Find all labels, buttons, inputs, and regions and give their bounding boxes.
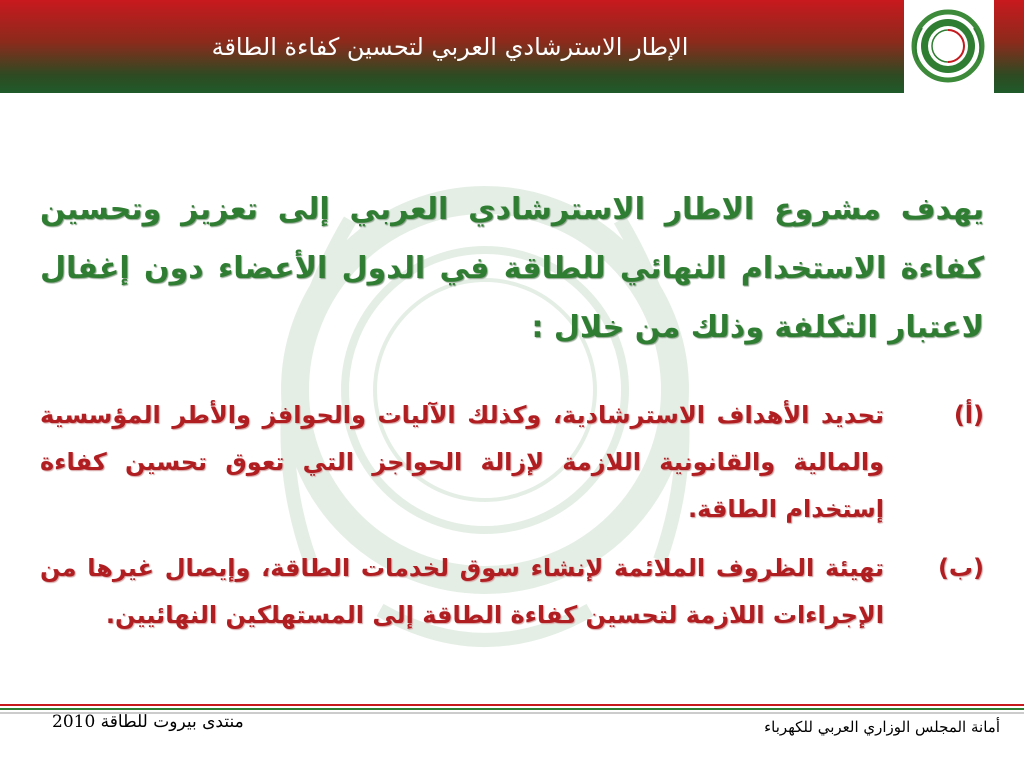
page-title: الإطار الاسترشادي العربي لتحسين كفاءة الطاقة [211,32,689,61]
arab-league-emblem-icon [904,0,994,93]
point-text: تحديد الأهداف الاسترشادية، وكذلك الآليات والحوافز والأطر المؤسسية والمالية والقانونية اللازمة لإزالة الحواجز التي تعوق تحسين كفاءة إستخدام الطاقة. [40,401,884,523]
point-a [40,392,984,533]
logo-box [904,0,994,93]
header-bar [0,0,1024,93]
footer-secretariat: أمانة المجلس الوزاري العربي للكهرباء [764,718,1000,736]
point-text: تهيئة الظروف الملائمة لإنشاء سوق لخدمات الطاقة، وإيصال غيرها من الإجراءات اللازمة لتحسين كفاءة الطاقة إلى المستهلكين النهائيين. [40,554,884,629]
point-b [40,545,984,639]
point-marker: (أ) [953,401,984,429]
header-accent [994,0,1024,93]
point-marker: (ب) [937,554,984,582]
intro-paragraph: يهدف مشروع الاطار الاسترشادي العربي إلى تعزيز وتحسين كفاءة الاستخدام النهائي للطاقة في الدول الأعضاء دون إغفال لاعتبار التكلفة وذلك من خلال : [40,192,984,345]
footer-forum: منتدى بيروت للطاقة 2010 [52,712,244,732]
